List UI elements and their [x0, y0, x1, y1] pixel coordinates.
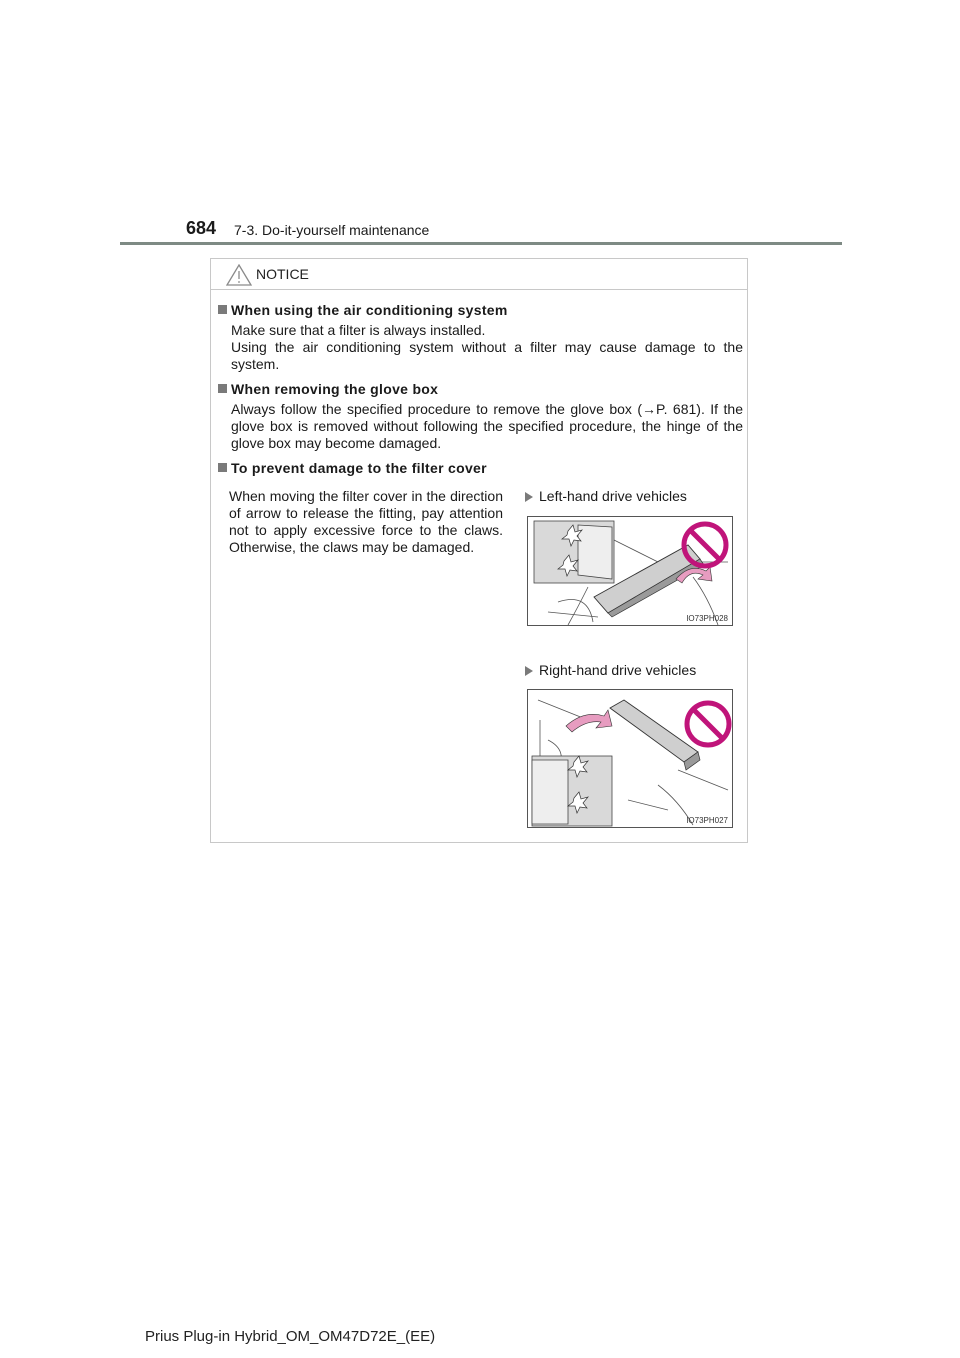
notice-item-glove-box — [215, 381, 743, 452]
item-heading-text: When removing the glove box — [231, 381, 439, 397]
square-bullet-icon — [218, 305, 227, 314]
prohibition-icon — [684, 524, 726, 566]
rhd-label: Right-hand drive vehicles — [525, 662, 696, 678]
item-body: Make sure that a filter is always installed. Using the air conditioning system without a filter may cause damage to the system. — [231, 322, 743, 372]
page-number: 684 — [186, 218, 217, 238]
arrow-icon — [566, 710, 612, 732]
item-heading-text: To prevent damage to the filter cover — [231, 460, 487, 476]
item-heading-text: When using the air conditioning system — [231, 302, 508, 318]
filter-cover-lhd-illustration — [528, 517, 733, 626]
prohibition-icon — [687, 703, 729, 745]
section-title: 7-3. Do-it-yourself maintenance — [234, 222, 430, 238]
item-heading — [215, 460, 743, 476]
header-rule — [120, 242, 842, 245]
figure-lhd — [527, 516, 733, 626]
filter-cover-body: When moving the filter cover in the direction of arrow to release the fitting, pay attention not to apply excessive force to the claws. Otherwise, the claws may be damaged. — [229, 488, 503, 555]
item-body: Always follow the specified procedure to remove the glove box (→P. 681). If the glove box is removed without following the specified procedure, the hinge of the glove box may become damaged. — [231, 401, 743, 451]
filter-cover-rhd-illustration — [528, 690, 733, 828]
notice-label: NOTICE — [256, 266, 309, 282]
notice-item-air-conditioning — [215, 302, 743, 373]
page-footer: Prius Plug-in Hybrid_OM_OM47D72E_(EE) — [145, 1328, 436, 1345]
warning-triangle-icon — [226, 264, 252, 286]
notice-box — [210, 258, 748, 843]
figure-code: IO73PH027 — [686, 816, 728, 825]
item-heading — [215, 381, 743, 397]
triangle-bullet-icon — [525, 666, 533, 676]
lhd-label: Left-hand drive vehicles — [525, 488, 687, 504]
notice-item-filter-cover — [215, 460, 743, 476]
triangle-bullet-icon — [525, 492, 533, 502]
figure-rhd — [527, 689, 733, 828]
page-header — [0, 0, 960, 250]
figure-code: IO73PH028 — [686, 614, 728, 623]
item-heading — [215, 302, 743, 318]
notice-header — [211, 259, 747, 290]
square-bullet-icon — [218, 463, 227, 472]
square-bullet-icon — [218, 384, 227, 393]
